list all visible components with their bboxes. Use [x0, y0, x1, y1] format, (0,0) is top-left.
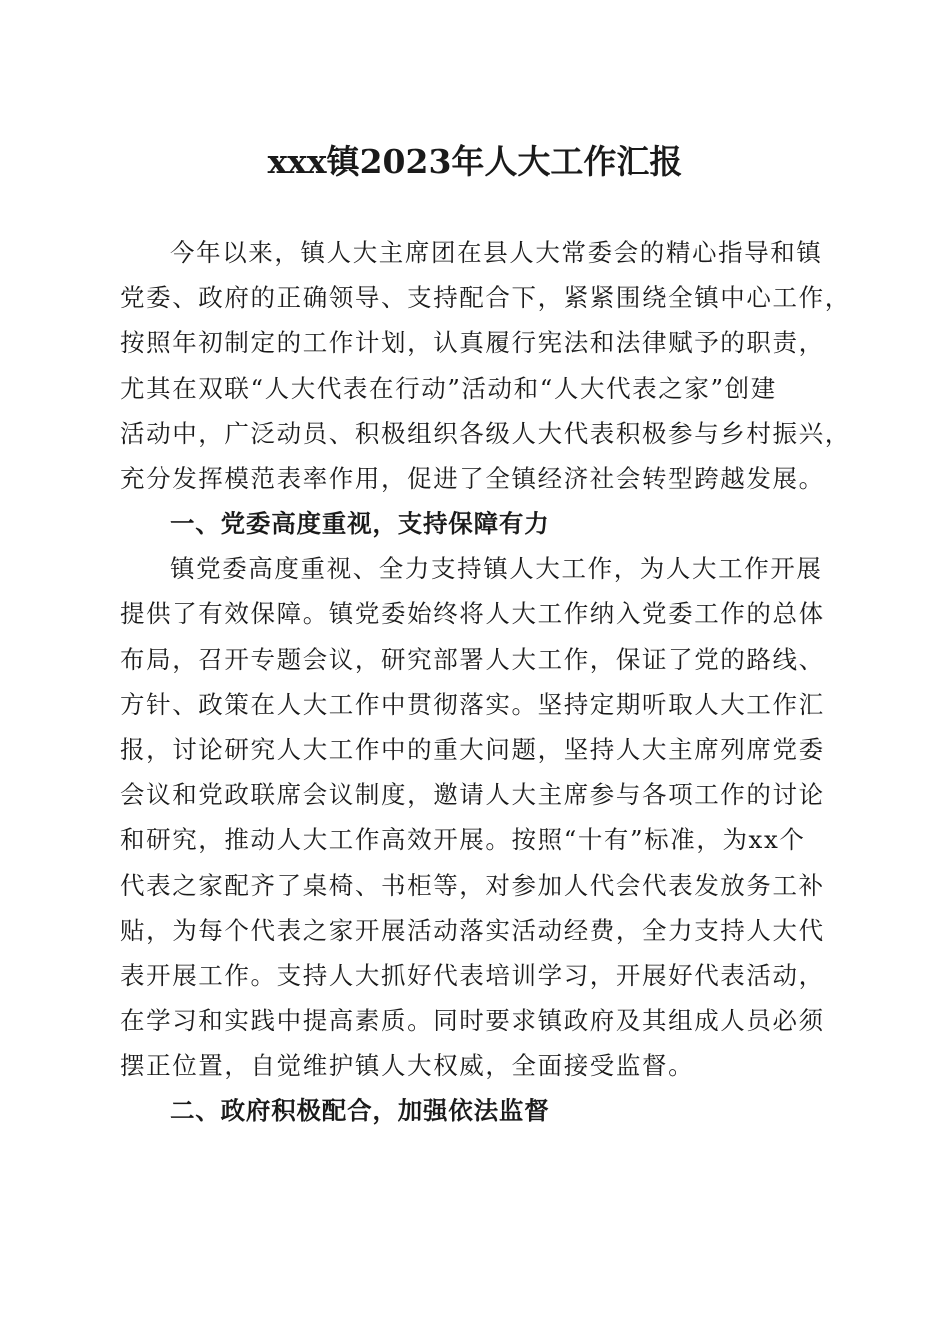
paragraph-line: 党委、政府的正确领导、支持配合下，紧紧围绕全镇中心工作，	[120, 283, 851, 313]
paragraph-line: 镇党委高度重视、全力支持镇人大工作，为人大工作开展	[170, 554, 823, 584]
document-title: xxx镇2023年人大工作汇报	[267, 142, 683, 181]
paragraph-line: 代表之家配齐了桌椅、书柜等，对参加人代会代表发放务工补	[120, 870, 825, 900]
paragraph-line: 充分发挥模范表率作用，促进了全镇经济社会转型跨越发展。	[120, 463, 825, 493]
paragraph-line: 按照年初制定的工作计划，认真履行宪法和法律赋予的职责，	[120, 328, 825, 358]
paragraph-line: 尤其在双联“人大代表在行动”活动和“人大代表之家”创建	[120, 373, 777, 403]
section-1-heading: 一、党委高度重视，支持保障有力	[170, 509, 550, 538]
paragraph-line: 在学习和实践中提高素质。同时要求镇政府及其组成人员必须	[120, 1006, 825, 1036]
paragraph-line: 和研究，推动人大工作高效开展。按照“十有”标准，为xx个	[120, 825, 806, 855]
paragraph-line: 表开展工作。支持人大抓好代表培训学习，开展好代表活动，	[120, 960, 825, 990]
paragraph-line: 会议和党政联席会议制度，邀请人大主席参与各项工作的讨论	[120, 780, 825, 810]
paragraph-line: 布局，召开专题会议，研究部署人大工作，保证了党的路线、	[120, 644, 825, 674]
intro-paragraph	[120, 230, 851, 501]
paragraph-line: 贴，为每个代表之家开展活动落实活动经费，全力支持人大代	[120, 915, 825, 945]
section-1	[120, 501, 832, 1134]
paragraph-line: 摆正位置，自觉维护镇人大权威，全面接受监督。	[120, 1051, 695, 1081]
section-2-heading: 二、政府积极配合，加强依法监督	[170, 1096, 550, 1126]
paragraph-line: 报，讨论研究人大工作中的重大问题，坚持人大主席列席党委	[120, 734, 825, 764]
paragraph-line: 今年以来，镇人大主席团在县人大常委会的精心指导和镇	[170, 238, 823, 267]
paragraph-line: 提供了有效保障。镇党委始终将人大工作纳入党委工作的总体	[120, 599, 825, 629]
paragraph-line: 方针、政策在人大工作中贯彻落实。坚持定期听取人大工作汇	[120, 689, 825, 719]
paragraph-line: 活动中，广泛动员、积极组织各级人大代表积极参与乡村振兴，	[120, 418, 851, 448]
